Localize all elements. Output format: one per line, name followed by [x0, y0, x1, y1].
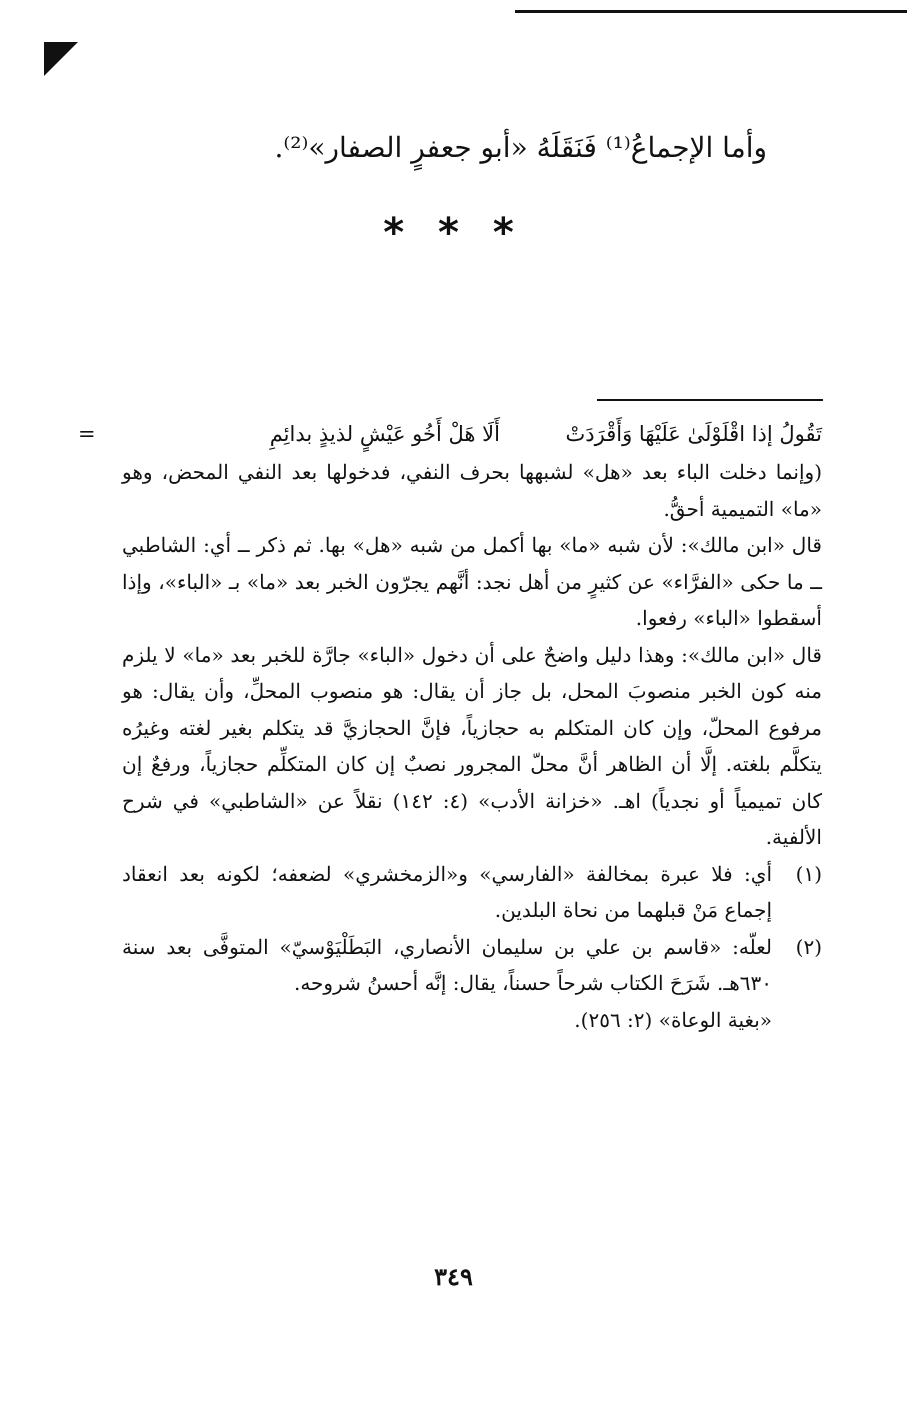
- continuation-mark: =: [78, 422, 96, 446]
- footnote-2: [122, 929, 822, 1039]
- page-number: ٣٤٩: [434, 1262, 473, 1291]
- footnote-rule: [597, 399, 823, 401]
- footnote-text: أي: فلا عبرة بمخالفة «الفارسي» و«الزمخشري» لضعفه؛ لكونه بعد انعقاد إجماع مَنْ قبلهما من نحاة البلدين.: [122, 861, 772, 922]
- main-text: وأما الإجماعُ⁽¹⁾ فَنَقَلَهُ «أبو جعفرٍ الصفار»⁽²⁾.: [274, 131, 767, 164]
- verse-second-hemistich: أَلَا هَلْ أَخُو عَيْشٍ لذيذٍ بدائِمِ: [269, 422, 500, 446]
- footnote-1: [122, 856, 822, 929]
- section-separator: * * *: [383, 210, 524, 256]
- top-rule: [515, 10, 907, 13]
- verse-line: [78, 414, 822, 454]
- footnote-number: (١): [795, 861, 822, 886]
- corner-mark-icon: [44, 42, 78, 76]
- paragraph: (وإنما دخلت الباء بعد «هل» لشبهها بحرف النفي، فدخولها بعد النفي المحض، وهو «ما» التميمية أحقُّ.: [122, 460, 822, 521]
- verse-first-hemistich: تَقُولُ إذا اقْلَوْلَىٰ عَلَيْهَا وَأَقْرَدَتْ: [565, 422, 822, 446]
- footnote-text: لعلّه: «قاسم بن علي بن سليمان الأنصاري، البَطَلْيَوْسيّ» المتوفَّى بعد سنة ٦٣٠هـ. شَرَحَ الكتاب شرحاً حسناً، يقال: إنَّه أحسنُ شروحه.: [122, 934, 772, 995]
- footnote-number: (٢): [795, 934, 822, 959]
- footnotes-area: [78, 414, 822, 1038]
- paragraph: قال «ابن مالك»: لأن شبه «ما» بها أكمل من شبه «هل» بها. ثم ذكر ــ أي: الشاطبي ــ ما حكى «الفرَّاء» عن كثيرٍ من أهل نجد: أنَّهم يجرّون الخبر بعد «ما» بـ «الباء»، وإذا أسقطوا «الباء» رفعوا.: [122, 533, 822, 630]
- paragraph: قال «ابن مالك»: وهذا دليل واضحٌ على أن دخول «الباء» جارَّة للخبر بعد «ما» لا يلزم منه كون الخبر منصوبَ المحل، بل جاز أن يقال: هو منصوب المحلِّ، وأن يقال: هو مرفوع المحلّ، وإن كان المتكلم به حجازياً، فإنَّ الحجازيَّ قد يتكلم بغير لغته وغيرُه يتكلَّم بلغته. إلَّا أن الظاهر أنَّ محلّ المجرور نصبٌ إن كان المتكلِّم حجازياً، ورفعٌ إن كان تميمياً أو نجدياً) اهـ. «خزانة الأدب» (٤: ١٤٢) نقلاً عن «الشاطبي» في شرح الألفية.: [122, 642, 822, 849]
- footnote-source: «بغية الوعاة» (٢: ٢٥٦).: [574, 1007, 772, 1032]
